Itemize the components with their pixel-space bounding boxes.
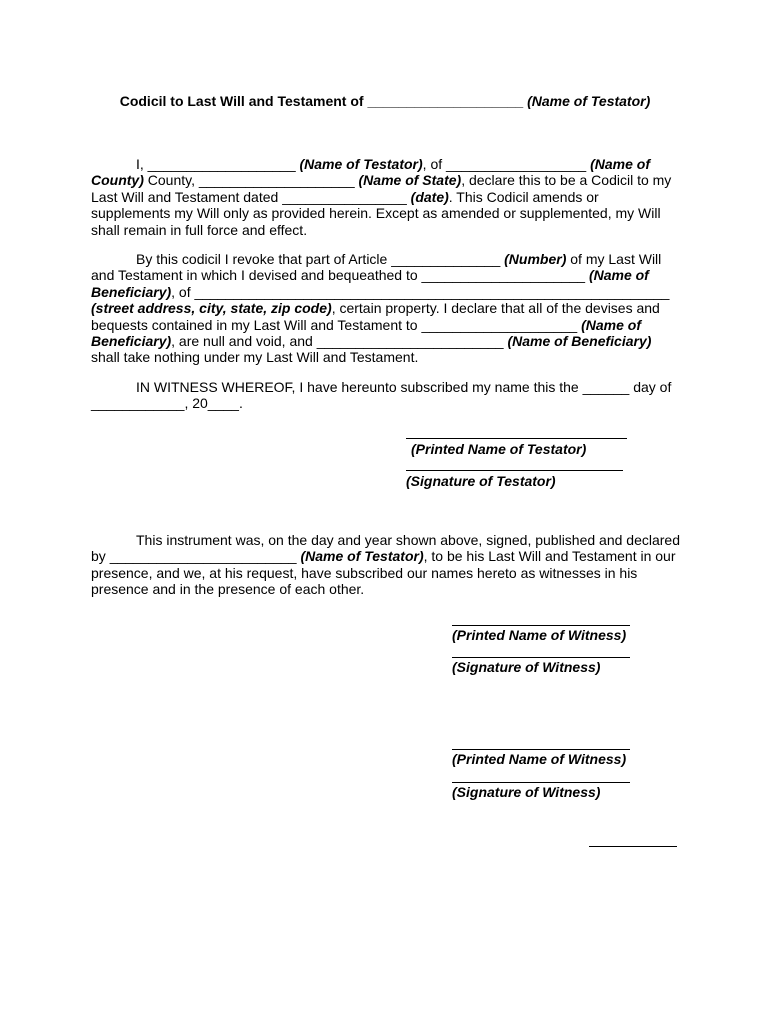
text-run: ___ day of <box>605 379 672 395</box>
attestation-paragraph <box>91 532 681 598</box>
text-run: shall take nothing under my Last Will and Testament. <box>91 349 419 366</box>
testator-signature-label: (Signature of Testator) <box>406 473 556 489</box>
initials-line <box>589 846 677 847</box>
revocation-paragraph <box>91 251 681 366</box>
beneficiary-name-label-2: (Name of Beneficiary) <box>91 316 642 350</box>
witness2-printed-name-label: (Printed Name of Witness) <box>452 751 627 767</box>
article-number-label: (Number) <box>504 251 567 267</box>
witness1-printed-name-label: (Printed Name of Witness) <box>452 627 627 643</box>
testator-signature-line <box>406 470 623 471</box>
text-run: , 20 <box>184 395 208 412</box>
testator-name-label-attestation: (Name of Testator) <box>300 548 424 565</box>
address-label: (street address, city, state, zip code) <box>91 300 332 317</box>
will-date-blank: ________________ <box>282 188 411 205</box>
declaration-paragraph <box>91 156 681 238</box>
county-blank: __________________ <box>446 156 591 172</box>
beneficiary-name-label: (Name of Beneficiary) <box>91 267 649 300</box>
text-run: . This Codicil amends or supplements my Will only as provided herein. Except as amended or supplemented, my Will shall remain in full force and effect. <box>91 188 661 238</box>
text-run: , declare this to be a Codicil to my Last Will and Testament dated <box>91 172 672 205</box>
witness2-printed-name-line <box>452 749 630 750</box>
beneficiary-name-label-3: (Name of Beneficiary) <box>507 333 652 350</box>
witness2-signature-label: (Signature of Witness) <box>452 784 601 800</box>
testator-printed-name-line <box>406 438 627 439</box>
year-blank: ____ <box>207 395 239 412</box>
text-run: , certain property. I declare that all of the devises and bequests contained in my Last Will and Testament to <box>91 300 660 333</box>
text-run: I, <box>136 156 148 172</box>
text-run: , of <box>171 283 195 300</box>
testator-name-label: (Name of Testator) <box>299 156 423 172</box>
month-blank: ____________ <box>91 395 185 412</box>
title-testator-blank: ____________________ <box>367 93 524 109</box>
witness-whereof-paragraph <box>91 379 681 412</box>
text-run: County, <box>143 172 199 189</box>
text-run: of my Last Will and Testament in which I devised and bequeathed to <box>91 251 662 284</box>
address-blank: _____________________________________________________________ <box>194 283 670 300</box>
county-label: (Name of County) <box>91 156 650 189</box>
beneficiary-name-blank-2: ____________________ <box>421 316 582 333</box>
witness1-signature-label: (Signature of Witness) <box>452 659 601 675</box>
will-date-label: (date) <box>410 188 449 205</box>
testator-name-blank: ___________________ <box>147 156 300 172</box>
beneficiary-name-blank: _____________________ <box>421 267 589 284</box>
witness1-signature-line <box>452 657 630 658</box>
text-run: , are null and void, and <box>171 333 317 350</box>
state-label: (Name of State) <box>358 172 462 189</box>
article-number-blank: ______________ <box>391 251 505 267</box>
document-title <box>0 93 770 110</box>
state-blank: ____________________ <box>198 172 359 189</box>
text-run: By this codicil I revoke that part of Article <box>136 251 392 267</box>
text-run: , of <box>422 156 447 172</box>
text-run: , to be his Last Will and Testament in our presence, and we, at his request, have subscribed our names hereto as witnesses in his presence and in the presence of each other. <box>91 548 676 598</box>
title-text: Codicil to Last Will and Testament of <box>119 93 364 109</box>
title-testator-label: (Name of Testator) <box>527 93 651 109</box>
day-blank: ___ <box>582 379 606 395</box>
text-run: This instrument was, on the day and year shown above, signed, published and declared by <box>91 532 681 565</box>
text-run: . <box>238 395 243 412</box>
witness2-signature-line <box>452 782 630 783</box>
text-run: IN WITNESS WHEREOF, I have hereunto subscribed my name this the <box>136 379 583 395</box>
beneficiary-name-blank-3: ________________________ <box>316 333 508 350</box>
testator-printed-name-label: (Printed Name of Testator) <box>411 441 587 457</box>
witness1-printed-name-line <box>452 625 630 626</box>
testator-name-blank-attestation: ________________________ <box>109 548 301 565</box>
